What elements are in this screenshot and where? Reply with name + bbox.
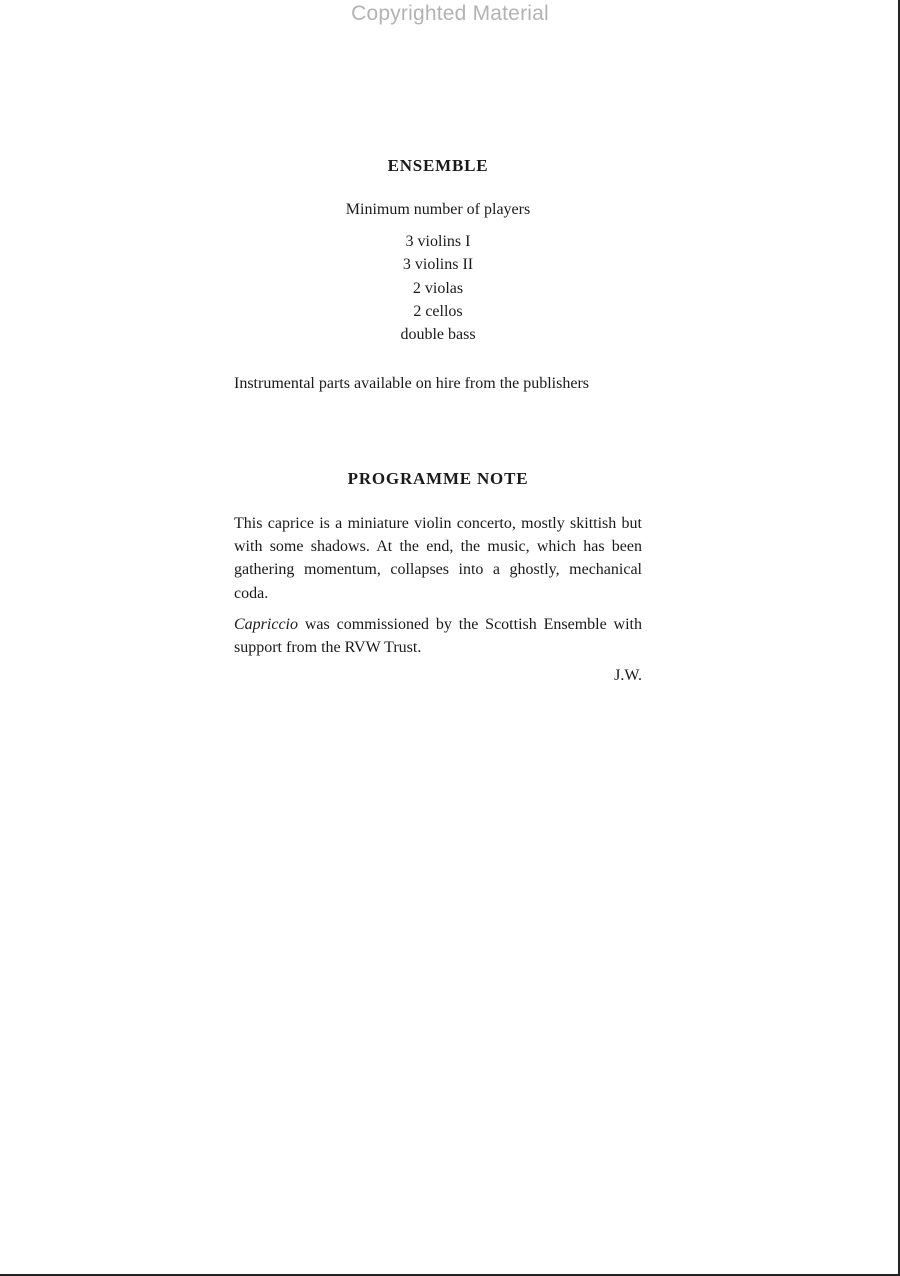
players-list <box>234 230 642 346</box>
minimum-players-label: Minimum number of players <box>345 201 531 218</box>
author-initials: J.W. <box>614 667 642 684</box>
player-item: 2 violas <box>412 279 464 297</box>
commission-paragraph <box>234 613 642 659</box>
commission-text: was commissioned by the Scottish Ensemble with support from the RVW Trust. <box>234 616 642 657</box>
player-item: double bass <box>400 326 476 344</box>
programme-note-paragraph: This caprice is a miniature violin concerto, mostly skittish but with some shadows. At the end, the music, which has been gathering momentum, collapses into a ghostly, mechanical coda. <box>234 515 642 602</box>
ensemble-heading: ENSEMBLE <box>387 156 489 175</box>
work-title: Capriccio <box>234 616 298 633</box>
programme-note-heading: PROGRAMME NOTE <box>347 469 529 488</box>
hire-note: Instrumental parts available on hire from the publishers <box>234 375 590 392</box>
copyright-watermark: Copyrighted Material <box>351 2 549 25</box>
player-item: 2 cellos <box>413 302 463 320</box>
player-item: 3 violins II <box>402 256 474 274</box>
player-item: 3 violins I <box>405 233 471 250</box>
